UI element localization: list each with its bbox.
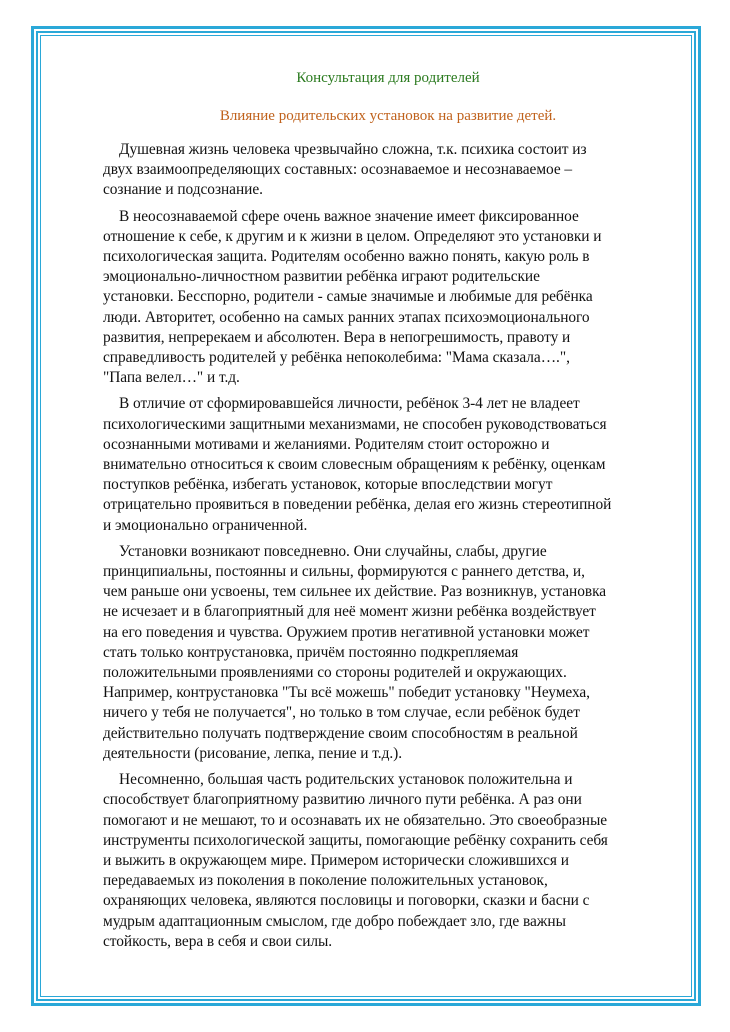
text-line: действительно получать подтверждение своим способностям в реальной <box>103 724 578 742</box>
text-line: ничего у тебя не получается", но только в том случае, если ребёнок будет <box>103 704 580 722</box>
text-line: не исчезает и в благоприятный для неё момент жизни ребёнка воздействует <box>103 603 596 621</box>
paragraphs <box>103 140 673 952</box>
document-title: Консультация для родителей <box>296 70 480 86</box>
text-line: деятельности (рисование, лепка, пение и т.д.). <box>103 744 403 762</box>
text-line: способствует благоприятному развитию личного пути ребёнка. А раз они <box>103 791 582 809</box>
text-line: развития, непререкаем и абсолютен. Вера в непогрешимость, правоту и <box>103 328 571 346</box>
text-line: стать только контрустановка, причём постоянно подкрепляемая <box>103 643 519 661</box>
text-line: сознание и подсознание. <box>103 181 263 199</box>
text-line: передаваемых из поколения в поколение положительных установок, <box>103 872 548 890</box>
text-line: установки. Бесспорно, родители - самые значимые и любимые для ребёнка <box>103 288 593 306</box>
text-line: поступков ребёнка, избегать установок, которые впоследствии могут <box>103 476 553 494</box>
text-line: инструменты психологической защиты, помогающие ребёнку сохранить себя <box>103 831 608 849</box>
text-line: и выжить в окружающем мире. Примером исторически сложившихся и <box>103 851 569 869</box>
text-line: положительными проявлениями со стороны родителей и окружающих. <box>103 664 567 682</box>
text-line: психологическими защитными механизмами, не способен руководствоваться <box>103 415 607 433</box>
paragraph <box>103 394 673 535</box>
text-line: охраняющих человека, являются пословицы и поговорки, сказки и басни с <box>103 892 590 910</box>
text-line: В неосознаваемой сфере очень важное значение имеет фиксированное <box>119 207 579 225</box>
text-line: отрицательно проявиться в поведении ребёнка, делая его жизнь стереотипной <box>103 496 612 514</box>
text-line: эмоционально-личностном развитии ребёнка играют родительские <box>103 268 540 286</box>
paragraph <box>103 542 673 764</box>
text-line: стойкость, вера в себя и свои силы. <box>103 932 333 950</box>
text-line: "Папа велел…" и т.д. <box>103 369 240 387</box>
text-line: справедливость родителей у ребёнка непоколебима: "Мама сказала….", <box>103 349 570 367</box>
text-line: помогают и не мешают, то и осознавать их не обязательно. Это своеобразные <box>103 811 608 829</box>
text-line: психологическая защита. Родителям особенно важно понять, какую роль в <box>103 248 590 266</box>
paragraph <box>103 207 673 389</box>
document-body <box>103 62 673 958</box>
paragraph <box>103 140 673 201</box>
text-line: на его поведения и чувства. Оружием против негативной установки может <box>103 623 590 641</box>
text-line: двух взаимоопределяющих составных: осознаваемое и несознаваемое – <box>103 161 573 179</box>
text-line: чем раньше они усвоены, тем сильнее их действие. Раз возникнув, установка <box>103 583 607 601</box>
text-line: люди. Авторитет, особенно на самых ранних этапах психоэмоционального <box>103 308 590 326</box>
text-line: отношение к себе, к другим и к жизни в целом. Определяют это установки и <box>103 227 602 245</box>
text-line: Душевная жизнь человека чрезвычайно сложна, т.к. психика состоит из <box>119 141 587 158</box>
text-line: Установки возникают повседневно. Они случайны, слабы, другие <box>119 542 547 560</box>
text-line: Несомненно, большая часть родительских установок положительна и <box>119 771 573 789</box>
document-subtitle: Влияние родительских установок на развитие детей. <box>219 108 557 124</box>
text-line: принципиальны, постоянны и сильны, формируются с раннего детства, и, <box>103 563 585 581</box>
paragraph <box>103 770 673 952</box>
text-line: и эмоционально ограниченной. <box>103 516 308 534</box>
text-line: Например, контрустановка "Ты всё можешь" победит установку "Неумеха, <box>103 684 590 702</box>
text-line: мудрым адаптационным смыслом, где добро побеждает зло, где важны <box>103 912 566 930</box>
text-line: В отличие от сформировавшейся личности, ребёнок 3-4 лет не владеет <box>119 395 580 413</box>
text-line: осознанными мотивами и желаниями. Родителям стоит осторожно и <box>103 435 550 453</box>
text-line: внимательно относиться к своим словесным обращениям к ребёнку, оценкам <box>103 456 606 474</box>
